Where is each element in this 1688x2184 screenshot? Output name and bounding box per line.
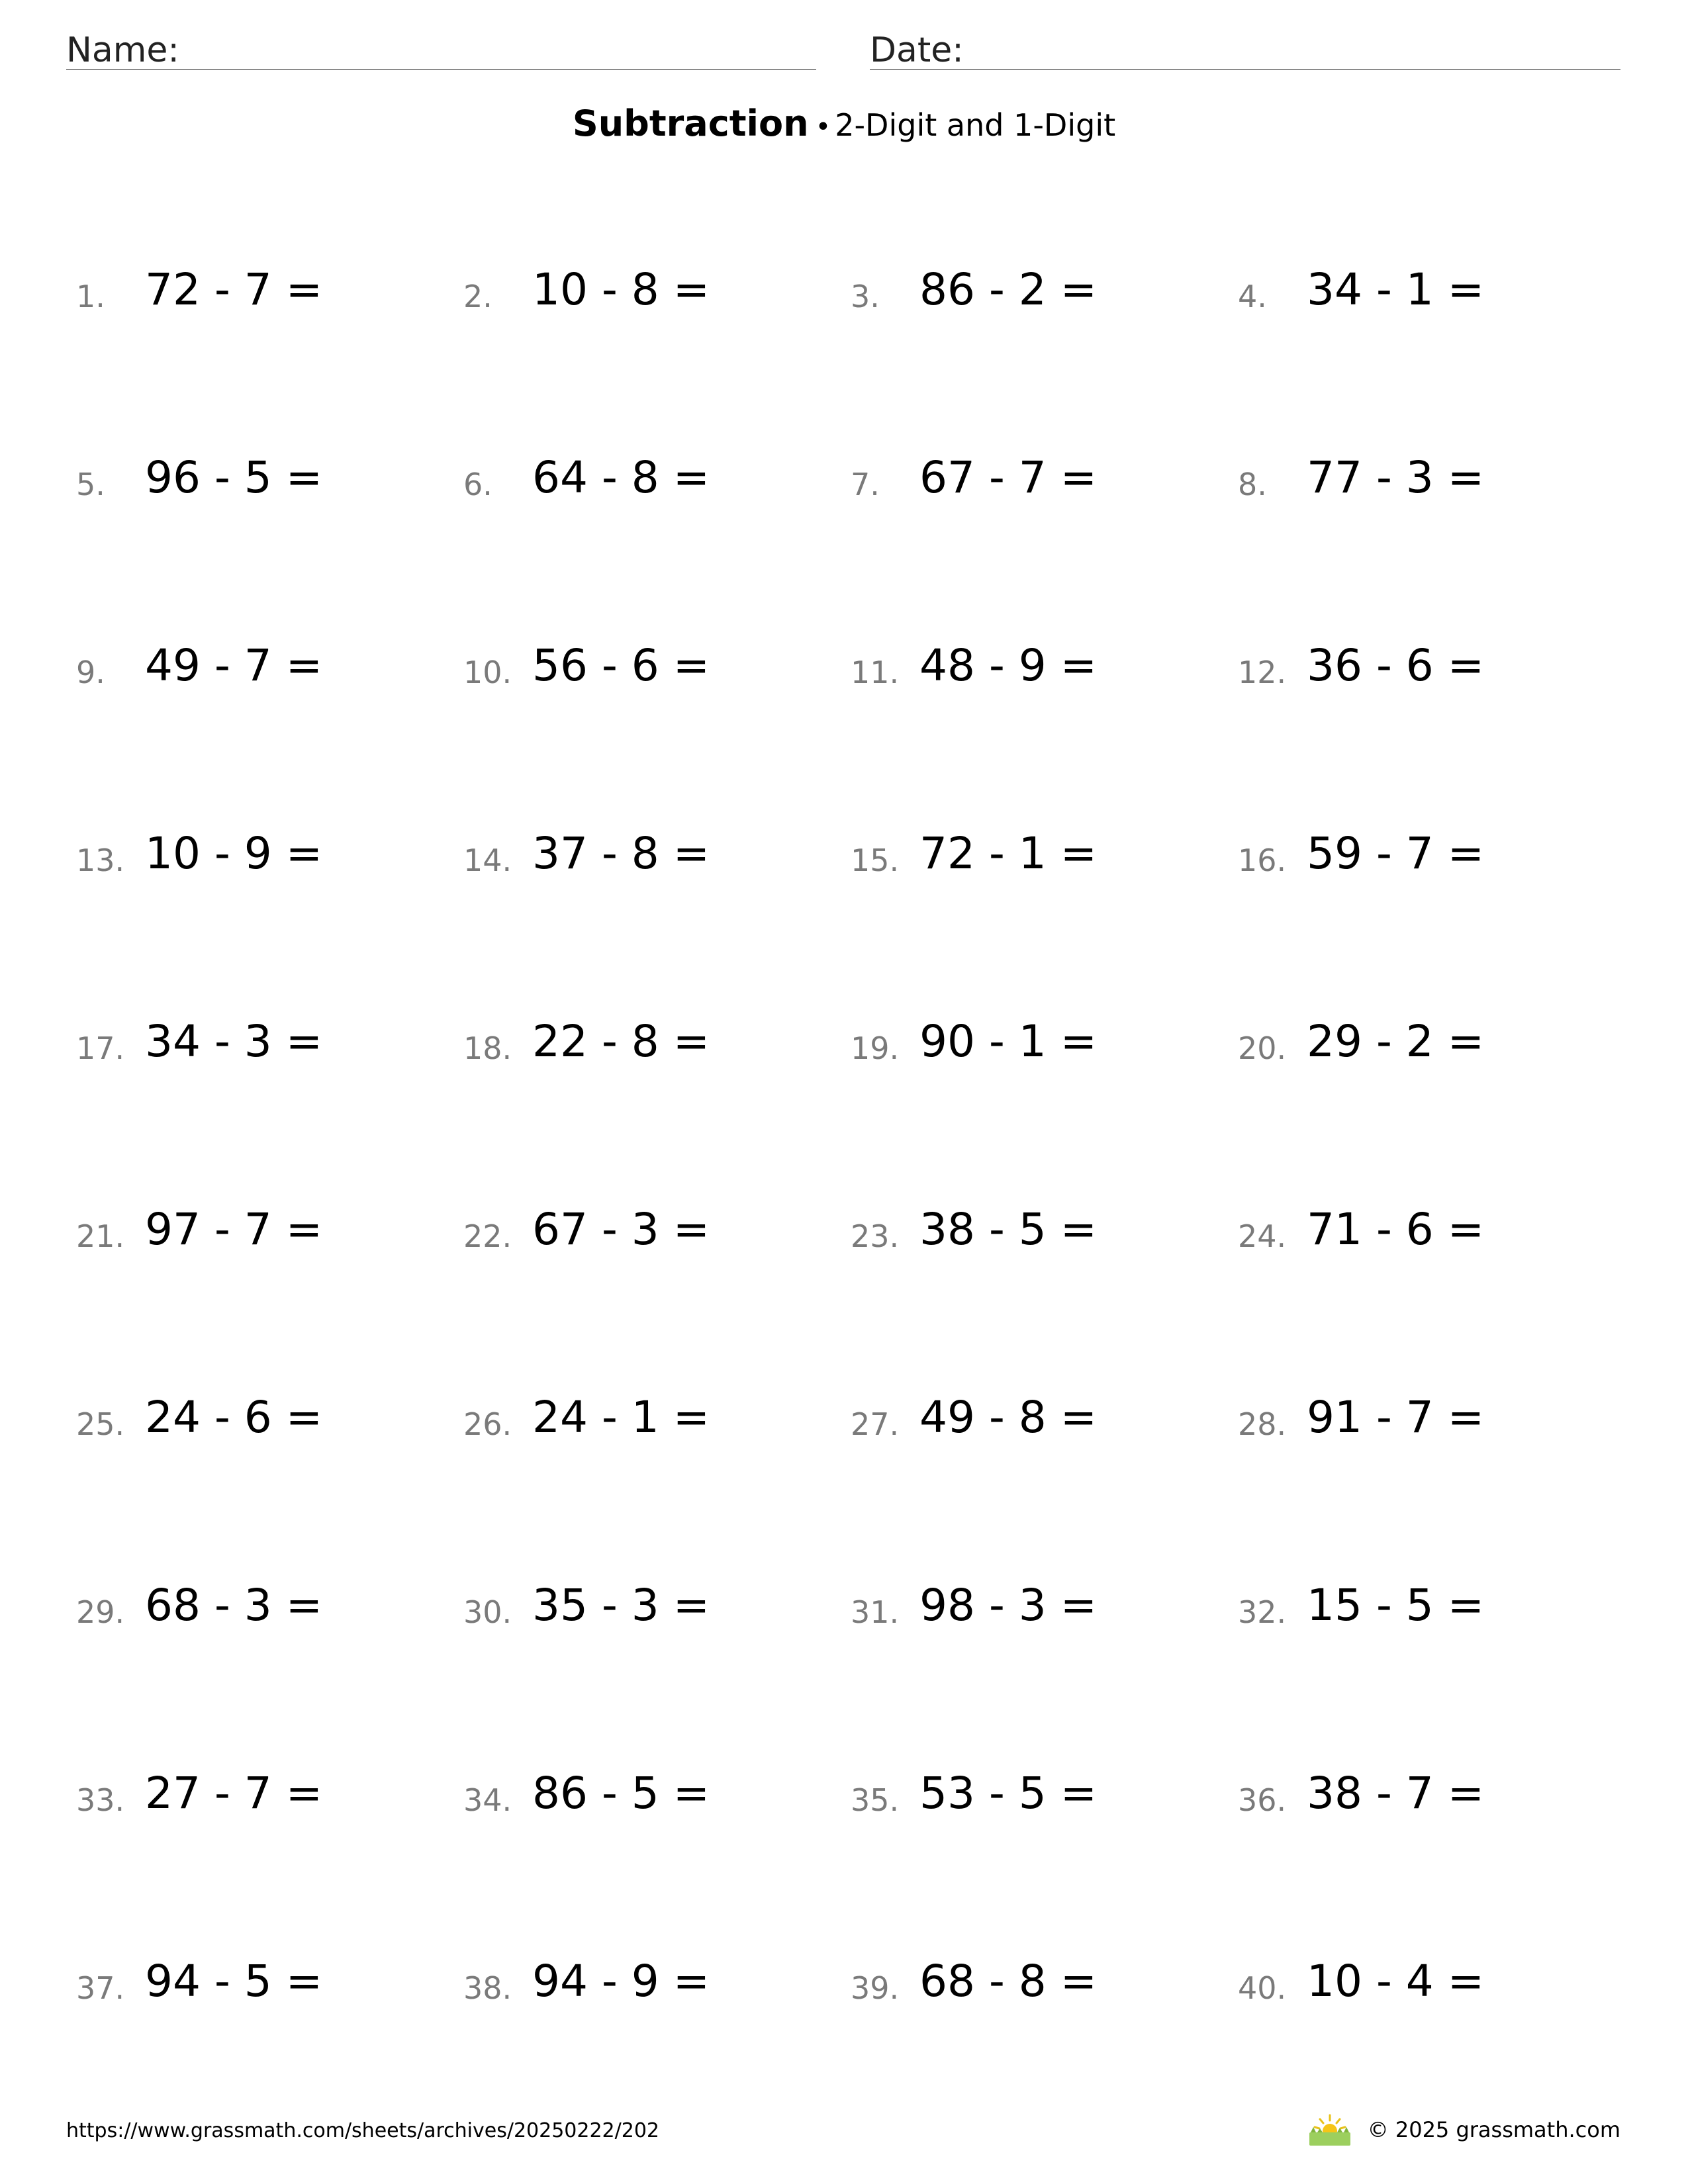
problem-expression: 24 - 6 = (145, 1392, 323, 1443)
problem-expression: 77 - 3 = (1307, 452, 1485, 503)
name-field[interactable] (66, 26, 816, 70)
problem-number: 40. (1238, 1970, 1287, 2006)
problem-number: 8. (1238, 467, 1267, 502)
name-label: Name: (66, 30, 179, 70)
problem-expression: 94 - 5 = (145, 1956, 323, 2007)
problem-number: 4. (1238, 279, 1267, 314)
problem-expression: 37 - 8 = (532, 828, 710, 879)
problem-number: 5. (76, 467, 105, 502)
problem-number: 35. (851, 1782, 900, 1818)
problem-number: 1. (76, 279, 105, 314)
problem-number: 33. (76, 1782, 125, 1818)
problem-expression: 10 - 9 = (145, 828, 323, 879)
problem-number: 39. (851, 1970, 900, 2006)
problem-number: 6. (463, 467, 492, 502)
problem-expression: 49 - 8 = (919, 1392, 1098, 1443)
problem-number: 37. (76, 1970, 125, 2006)
problem-number: 7. (851, 467, 880, 502)
problem-expression: 53 - 5 = (919, 1768, 1098, 1819)
title-subtitle: 2-Digit and 1-Digit (835, 107, 1116, 143)
problem-expression: 68 - 3 = (145, 1580, 323, 1631)
problem-expression: 86 - 2 = (919, 264, 1098, 315)
problem-expression: 10 - 8 = (532, 264, 710, 315)
problem-number: 25. (76, 1406, 125, 1442)
problem-number: 18. (463, 1030, 512, 1066)
problem-expression: 24 - 1 = (532, 1392, 710, 1443)
grass-sun-logo-icon (1307, 2113, 1353, 2147)
problem-number: 26. (463, 1406, 512, 1442)
problem-number: 29. (76, 1594, 125, 1630)
problem-expression: 59 - 7 = (1307, 828, 1485, 879)
problem-expression: 72 - 7 = (145, 264, 323, 315)
footer-url: https://www.grassmath.com/sheets/archives/20250222/202 (66, 2119, 660, 2142)
problem-number: 28. (1238, 1406, 1287, 1442)
problem-expression: 34 - 1 = (1307, 264, 1485, 315)
problem-number: 23. (851, 1218, 900, 1254)
problem-expression: 29 - 2 = (1307, 1016, 1485, 1067)
date-field[interactable] (870, 26, 1620, 70)
date-label: Date: (870, 30, 964, 70)
problem-expression: 98 - 3 = (919, 1580, 1098, 1631)
title-separator: • (815, 112, 831, 142)
problem-number: 36. (1238, 1782, 1287, 1818)
problem-number: 10. (463, 655, 512, 690)
problem-expression: 94 - 9 = (532, 1956, 710, 2007)
footer-copyright: © 2025 grassmath.com (1367, 2117, 1620, 2142)
problem-expression: 67 - 7 = (919, 452, 1098, 503)
problem-number: 3. (851, 279, 880, 314)
problem-expression: 15 - 5 = (1307, 1580, 1485, 1631)
problem-number: 19. (851, 1030, 900, 1066)
problem-number: 20. (1238, 1030, 1287, 1066)
problem-expression: 35 - 3 = (532, 1580, 710, 1631)
problem-expression: 72 - 1 = (919, 828, 1098, 879)
problem-expression: 67 - 3 = (532, 1204, 710, 1255)
problem-number: 11. (851, 655, 900, 690)
problem-expression: 10 - 4 = (1307, 1956, 1485, 2007)
problem-expression: 34 - 3 = (145, 1016, 323, 1067)
problem-number: 34. (463, 1782, 512, 1818)
problem-expression: 97 - 7 = (145, 1204, 323, 1255)
problem-number: 9. (76, 655, 105, 690)
problem-expression: 71 - 6 = (1307, 1204, 1485, 1255)
problem-number: 12. (1238, 655, 1287, 690)
problem-number: 14. (463, 842, 512, 878)
problem-number: 27. (851, 1406, 900, 1442)
problem-expression: 91 - 7 = (1307, 1392, 1485, 1443)
problem-expression: 48 - 9 = (919, 640, 1098, 691)
problem-number: 15. (851, 842, 900, 878)
problem-number: 17. (76, 1030, 125, 1066)
problem-expression: 90 - 1 = (919, 1016, 1098, 1067)
problem-expression: 38 - 5 = (919, 1204, 1098, 1255)
problem-number: 31. (851, 1594, 900, 1630)
footer-brand (1307, 2111, 1620, 2148)
problem-number: 24. (1238, 1218, 1287, 1254)
problem-expression: 36 - 6 = (1307, 640, 1485, 691)
problem-number: 2. (463, 279, 492, 314)
problem-expression: 49 - 7 = (145, 640, 323, 691)
problem-number: 32. (1238, 1594, 1287, 1630)
problem-expression: 22 - 8 = (532, 1016, 710, 1067)
problem-expression: 86 - 5 = (532, 1768, 710, 1819)
problem-expression: 64 - 8 = (532, 452, 710, 503)
problem-expression: 27 - 7 = (145, 1768, 323, 1819)
problem-expression: 56 - 6 = (532, 640, 710, 691)
problem-number: 22. (463, 1218, 512, 1254)
problem-number: 38. (463, 1970, 512, 2006)
worksheet-title (0, 103, 1688, 144)
title-main: Subtraction (572, 103, 809, 144)
problem-expression: 96 - 5 = (145, 452, 323, 503)
problem-expression: 68 - 8 = (919, 1956, 1098, 2007)
problem-number: 21. (76, 1218, 125, 1254)
problem-number: 13. (76, 842, 125, 878)
problem-number: 16. (1238, 842, 1287, 878)
problem-number: 30. (463, 1594, 512, 1630)
problem-expression: 38 - 7 = (1307, 1768, 1485, 1819)
